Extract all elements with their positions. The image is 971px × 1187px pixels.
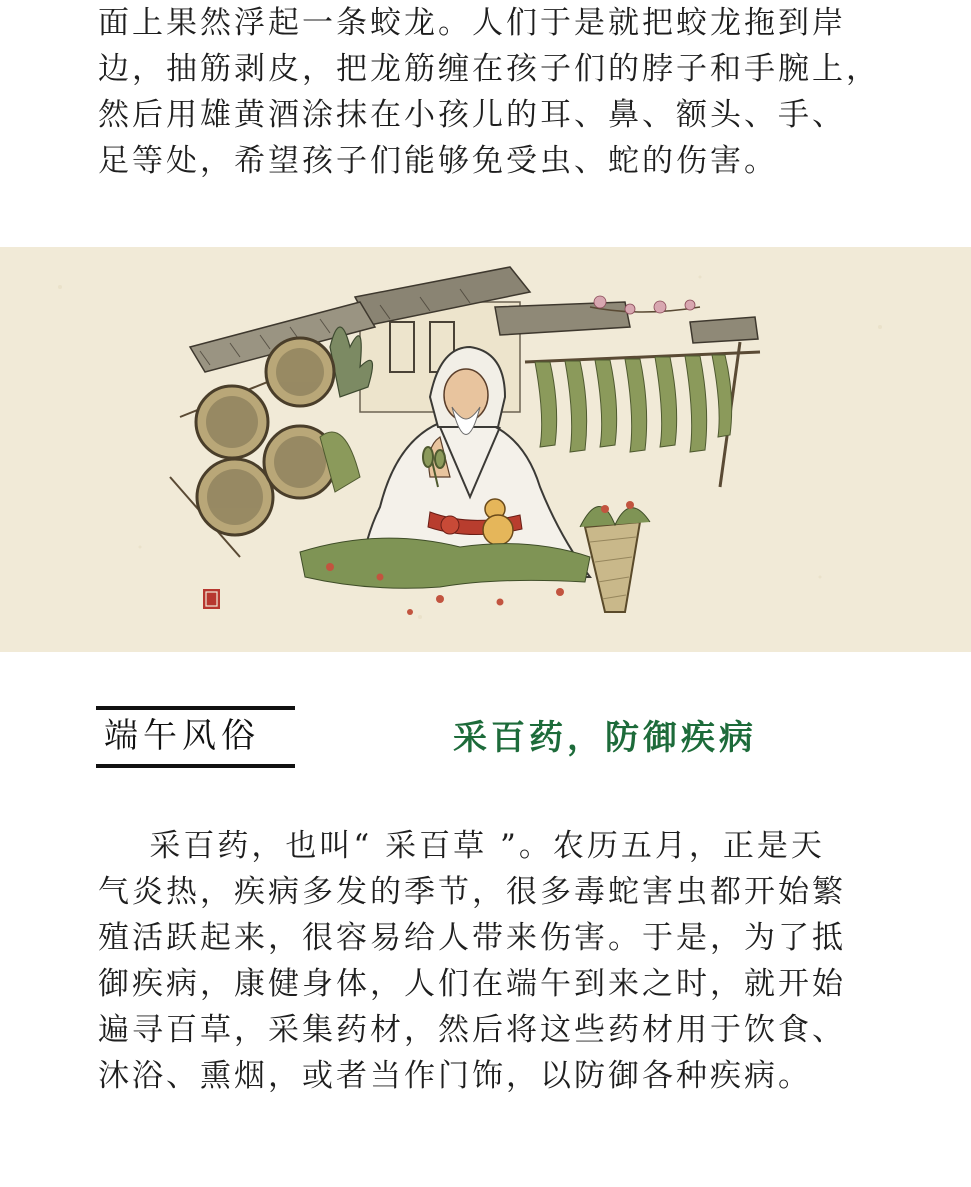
text-line: 采百药，也叫“ 采百草 ”。农历五月，正是天: [98, 828, 825, 864]
text-line: 沐浴、熏烟，或者当作门饰，以防御各种疾病。: [98, 1058, 812, 1094]
text-line: 气炎热，疾病多发的季节，很多毒蛇害虫都开始繁: [98, 874, 846, 910]
text-line: 足等处，希望孩子们能够免受虫、蛇的伤害。: [98, 143, 778, 179]
woven-basket-icon: [580, 501, 650, 612]
text-line: 边，抽筋剥皮，把龙筋缠在孩子们的脖子和手腕上，: [98, 51, 880, 87]
section-heading: [96, 706, 296, 768]
text-line: 面上果然浮起一条蛟龙。人们于是就把蛟龙拖到岸: [98, 5, 846, 41]
heading-rule-top: [96, 706, 295, 710]
text-line: 遍寻百草，采集药材，然后将这些药材用于饮食、: [98, 1012, 846, 1048]
body-paragraph: [98, 823, 878, 1099]
red-seal-icon: [203, 589, 220, 609]
section-title: 端午风俗: [104, 716, 260, 756]
section-subtitle: 采百药，防御疾病: [453, 718, 757, 758]
text-line: 御疾病，康健身体，人们在端午到来之时，就开始: [98, 966, 846, 1002]
heading-rule-bottom: [96, 764, 295, 768]
text-line: 然后用雄黄酒涂抹在小孩儿的耳、鼻、额头、手、: [98, 97, 846, 133]
text-line: 殖活跃起来，很容易给人带来伤害。于是，为了抵: [98, 920, 846, 956]
herbalist-illustration: [0, 247, 971, 652]
intro-paragraph: [98, 0, 878, 184]
drying-basket-icon: [170, 338, 336, 557]
herb-drying-rack: [525, 342, 760, 487]
